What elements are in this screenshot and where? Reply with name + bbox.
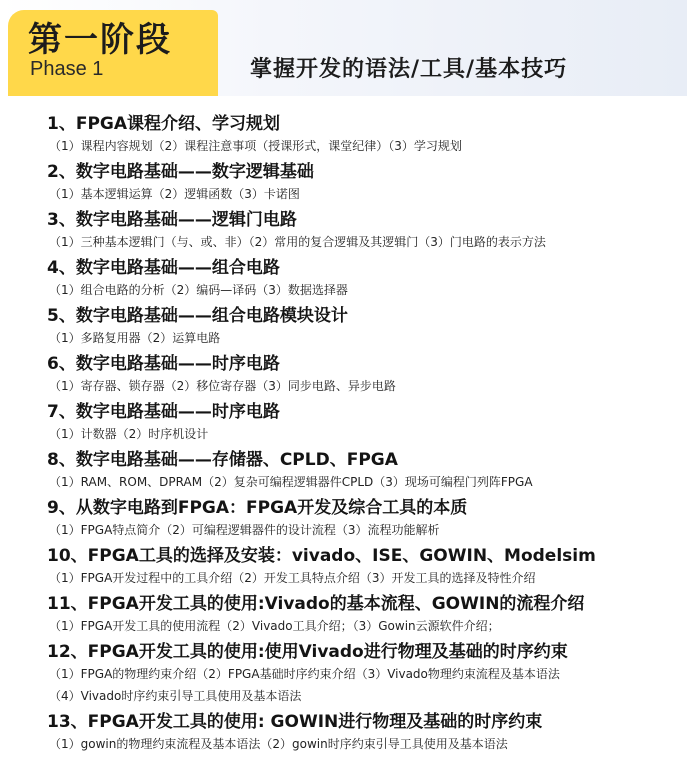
course-item — [47, 497, 677, 545]
course-item-title: 11、FPGA开发工具的使用:Vivado的基本流程、GOWIN的流程介绍 — [47, 594, 585, 614]
course-item-title: 6、数字电路基础——时序电路 — [47, 354, 280, 374]
course-item-title: 4、数字电路基础——组合电路 — [47, 258, 280, 278]
course-item — [47, 641, 677, 711]
course-item-desc: （1）课程内容规划（2）课程注意事项（授课形式，课堂纪律）（3）学习规划 — [49, 139, 462, 153]
course-item-title: 1、FPGA课程介绍、学习规划 — [47, 114, 281, 134]
course-item-title: 8、数字电路基础——存储器、CPLD、FPGA — [47, 450, 398, 470]
course-item-desc: （1）FPGA特点简介（2）可编程逻辑器件的设计流程（3）流程功能解析 — [49, 523, 440, 537]
course-item-desc: （1）组合电路的分析（2）编码—译码（3）数据选择器 — [49, 283, 348, 297]
course-item — [47, 305, 677, 353]
course-item — [47, 401, 677, 449]
phase-title: 第一阶段 — [28, 20, 172, 60]
course-item — [47, 545, 677, 593]
course-item — [47, 113, 677, 161]
course-item — [47, 593, 677, 641]
course-item-list — [47, 113, 677, 759]
course-item — [47, 257, 677, 305]
course-item-title: 5、数字电路基础——组合电路模块设计 — [47, 306, 348, 326]
course-item — [47, 353, 677, 401]
course-item — [47, 161, 677, 209]
course-item-title: 9、从数字电路到FPGA：FPGA开发及综合工具的本质 — [47, 498, 468, 518]
course-item-desc: （1）基本逻辑运算（2）逻辑函数（3）卡诺图 — [49, 187, 300, 201]
course-item — [47, 711, 677, 759]
course-item-desc: （1）gowin的物理约束流程及基本语法（2）gowin时序约束引导工具使用及基本语法 — [49, 737, 508, 751]
course-item — [47, 209, 677, 257]
course-item-title: 2、数字电路基础——数字逻辑基础 — [47, 162, 314, 182]
course-item-desc: （1）寄存器、锁存器（2）移位寄存器（3）同步电路、异步电路 — [49, 379, 396, 393]
course-item-desc: （1）FPGA的物理约束介绍（2）FPGA基础时序约束介绍（3）Vivado物理约束流程及基本语法 — [49, 667, 560, 681]
course-item-desc: （4）Vivado时序约束引导工具使用及基本语法 — [49, 689, 302, 703]
phase-subtitle: Phase 1 — [30, 58, 104, 80]
course-item-title: 13、FPGA开发工具的使用: GOWIN进行物理及基础的时序约束 — [47, 712, 543, 732]
course-item-desc: （1）FPGA开发过程中的工具介绍（2）开发工具特点介绍（3）开发工具的选择及特性介绍 — [49, 571, 536, 585]
page-title: 掌握开发的语法/工具/基本技巧 — [250, 57, 568, 82]
course-item-desc: （1）RAM、ROM、DPRAM（2）复杂可编程逻辑器件CPLD（3）现场可编程门列阵FPGA — [49, 475, 533, 489]
course-item-title: 7、数字电路基础——时序电路 — [47, 402, 280, 422]
course-item-desc: （1）三种基本逻辑门（与、或、非）（2）常用的复合逻辑及其逻辑门（3）门电路的表示方法 — [49, 235, 546, 249]
course-item-title: 10、FPGA工具的选择及安装：vivado、ISE、GOWIN、Modelsim — [47, 546, 596, 566]
course-item — [47, 449, 677, 497]
course-item-desc: （1）多路复用器（2）运算电路 — [49, 331, 221, 345]
course-item-title: 12、FPGA开发工具的使用:使用Vivado进行物理及基础的时序约束 — [47, 642, 568, 662]
course-item-desc: （1）FPGA开发工具的使用流程（2）Vivado工具介绍；（3）Gowin云源软件介绍； — [49, 619, 500, 633]
course-item-title: 3、数字电路基础——逻辑门电路 — [47, 210, 297, 230]
course-item-desc: （1）计数器（2）时序机设计 — [49, 427, 209, 441]
